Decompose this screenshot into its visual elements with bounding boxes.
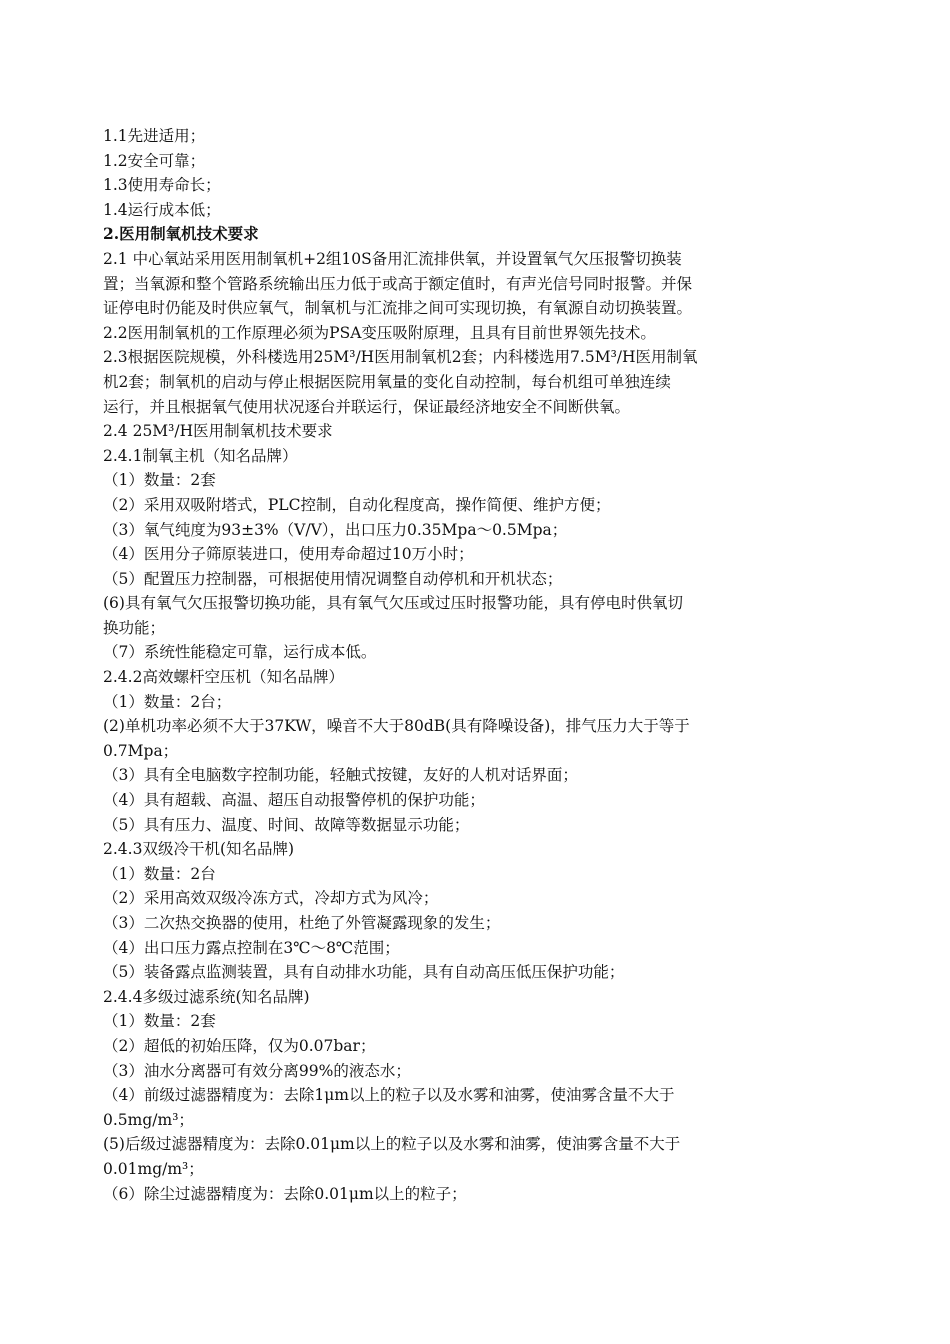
list-item: （6）除尘过滤器精度为：去除0.01μm以上的粒子； — [103, 1184, 467, 1203]
list-item: （1）数量：2套 — [103, 1012, 216, 1031]
list-item: (6)具有氧气欠压报警切换功能，具有氧气欠压或过压时报警功能，具有停电时供氧切 — [103, 594, 683, 613]
list-item: （3）油水分离器可有效分离99%的液态水； — [103, 1061, 411, 1080]
paragraph-2-3-line-3: 运行，并且根据氧气使用状况逐台并联运行，保证最经济地安全不间断供氧。 — [103, 397, 631, 416]
document-body — [103, 124, 813, 1206]
list-item: （1）数量：2台； — [103, 692, 232, 711]
list-item: （4）具有超载、高温、超压自动报警停机的保护功能； — [103, 791, 485, 810]
list-item-1-2: 1.2安全可靠； — [103, 151, 206, 170]
list-item: （4）医用分子筛原装进口，使用寿命超过10万小时； — [103, 545, 474, 564]
list-item: （3）二次热交换器的使用，杜绝了外管凝露现象的发生； — [103, 914, 501, 932]
paragraph-2-1-line-1: 2.1 中心氧站采用医用制氧机+2组10S备用汇流排供氧，并设置氧气欠压报警切换装 — [103, 249, 682, 268]
list-item: (2)单机功率必须不大于37KW，噪音不大于80dB(具有降噪设备)，排气压力大于等于 — [103, 717, 690, 736]
list-item: （1）数量：2台 — [103, 864, 216, 883]
section-heading-2: 2.医用制氧机技术要求 — [103, 224, 259, 244]
subsection-heading-2-4: 2.4 25M³/H医用制氧机技术要求 — [103, 422, 333, 441]
list-item: （2）采用高效双级冷冻方式，冷却方式为风冷； — [103, 889, 439, 908]
list-item: (5)后级过滤器精度为：去除0.01μm以上的粒子以及水雾和油雾，使油雾含量不大于 — [103, 1135, 681, 1154]
list-item: （5）配置压力控制器，可根据使用情况调整自动停机和开机状态； — [103, 569, 563, 588]
list-item: （5）装备露点监测装置，具有自动排水功能，具有自动高压低压保护功能； — [103, 963, 625, 982]
list-item: （2）采用双吸附塔式，PLC控制，自动化程度高，操作简便、维护方便； — [103, 495, 611, 514]
list-item-continuation: 0.01mg/m³； — [103, 1159, 204, 1178]
list-item: （2）超低的初始压降，仅为0.07bar； — [103, 1036, 376, 1055]
subsection-heading-2-4-3: 2.4.3双级冷干机(知名品牌) — [103, 840, 295, 859]
subsection-heading-2-4-1: 2.4.1制氧主机（知名品牌） — [103, 446, 298, 465]
list-item-continuation: 0.7Mpa； — [103, 741, 179, 760]
list-item-1-3: 1.3使用寿命长； — [103, 176, 221, 195]
paragraph-2-3-line-2: 机2套；制氧机的启动与停止根据医院用氧量的变化自动控制，每台机组可单独连续 — [103, 372, 671, 391]
list-item: （3）氧气纯度为93±3%（V/V），出口压力0.35Mpa～0.5Mpa； — [103, 520, 568, 539]
list-item: （4）出口压力露点控制在3℃～8℃范围； — [103, 938, 400, 957]
list-item: （1）数量：2套 — [103, 471, 216, 490]
list-item-1-1: 1.1先进适用； — [103, 127, 206, 145]
subsection-heading-2-4-4: 2.4.4多级过滤系统(知名品牌) — [103, 987, 310, 1006]
list-item-continuation: 0.5mg/m³； — [103, 1110, 194, 1129]
paragraph-2-1-line-2: 置；当氧源和整个管路系统输出压力低于或高于额定值时，有声光信号同时报警。并保 — [103, 274, 693, 293]
paragraph-2-3-line-1: 2.3根据医院规模，外科楼选用25M³/H医用制氧机2套；内科楼选用7.5M³/H医用制氧 — [103, 348, 698, 367]
paragraph-2-1-line-3: 证停电时仍能及时供应氧气，制氧机与汇流排之间可实现切换，有氧源自动切换装置。 — [103, 299, 693, 318]
list-item: （3）具有全电脑数字控制功能，轻触式按键，友好的人机对话界面； — [103, 766, 578, 785]
list-item: （5）具有压力、温度、时间、故障等数据显示功能； — [103, 815, 470, 834]
paragraph-2-2: 2.2医用制氧机的工作原理必须为PSA变压吸附原理，且具有目前世界领先技术。 — [103, 323, 656, 342]
list-item: （7）系统性能稳定可靠，运行成本低。 — [103, 643, 377, 662]
list-item-1-4: 1.4运行成本低； — [103, 200, 221, 219]
subsection-heading-2-4-2: 2.4.2高效螺杆空压机（知名品牌） — [103, 668, 344, 687]
list-item-continuation: 换功能； — [103, 618, 166, 637]
list-item: （4）前级过滤器精度为：去除1μm以上的粒子以及水雾和油雾，使油雾含量不大于 — [103, 1086, 675, 1105]
